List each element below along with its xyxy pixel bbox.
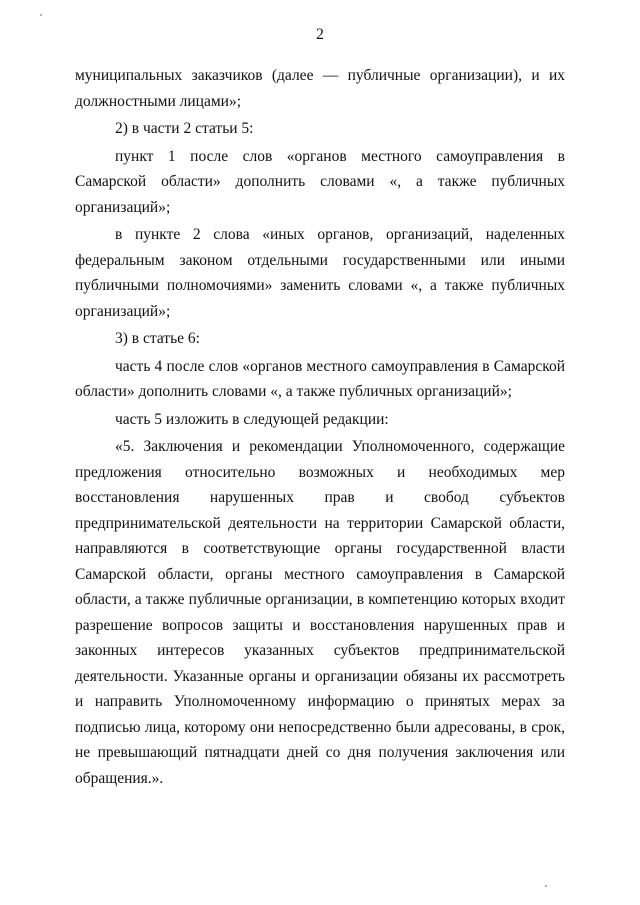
paragraph-part-5-text: «5. Заключения и рекомендации Уполномоченного, содержащие предложения относительно возможных и необходимых мер восстановления нарушенных прав и свобод субъектов предпринимательской деятельности на территории Самарской области, направляются в соответствующие органы государственной власти Самарской области, органы местного самоуправления в Самарской области, а также публичные организации, в компетенцию которых входит разрешение вопросов защиты и восстановления нарушенных прав и законных интересов указанных субъектов предпринимательской деятельности. Указанные органы и организации обязаны их рассмотреть и направить Уполномоченному информацию о принятых мерах за подписью лица, которому они непосредственно были адресованы, в срок, не превышающий пятнадцати дней со дня получения заключения или обращения.». xyxy=(75,438,565,787)
paragraph-item-3: 3) в статье 6: xyxy=(115,330,200,347)
document-body xyxy=(75,63,565,793)
paragraph-item-2: 2) в части 2 статьи 5: xyxy=(115,120,254,137)
page-number: 2 xyxy=(316,26,324,43)
paragraph-point-1: пункт 1 после слов «органов местного самоуправления в Самарской области» дополнить словами «, а также публичных организаций»; xyxy=(75,147,565,216)
scan-speck xyxy=(40,14,42,16)
paragraph-point-2: в пункте 2 слова «иных органов, организаций, наделенных федеральным законом отдельными государственными или иными публичными полномочиями» заменить словами «, а также публичных организаций»; xyxy=(75,226,565,320)
scan-speck xyxy=(545,885,547,887)
paragraph-continuation: муниципальных заказчиков (далее — публичные организации), и их должностными лицами»; xyxy=(75,67,565,110)
paragraph-part-5-intro: часть 5 изложить в следующей редакции: xyxy=(115,410,389,428)
paragraph-part-4: часть 4 после слов «органов местного самоуправления в Самарской области» дополнить словами «, а также публичных организаций»; xyxy=(75,357,565,400)
